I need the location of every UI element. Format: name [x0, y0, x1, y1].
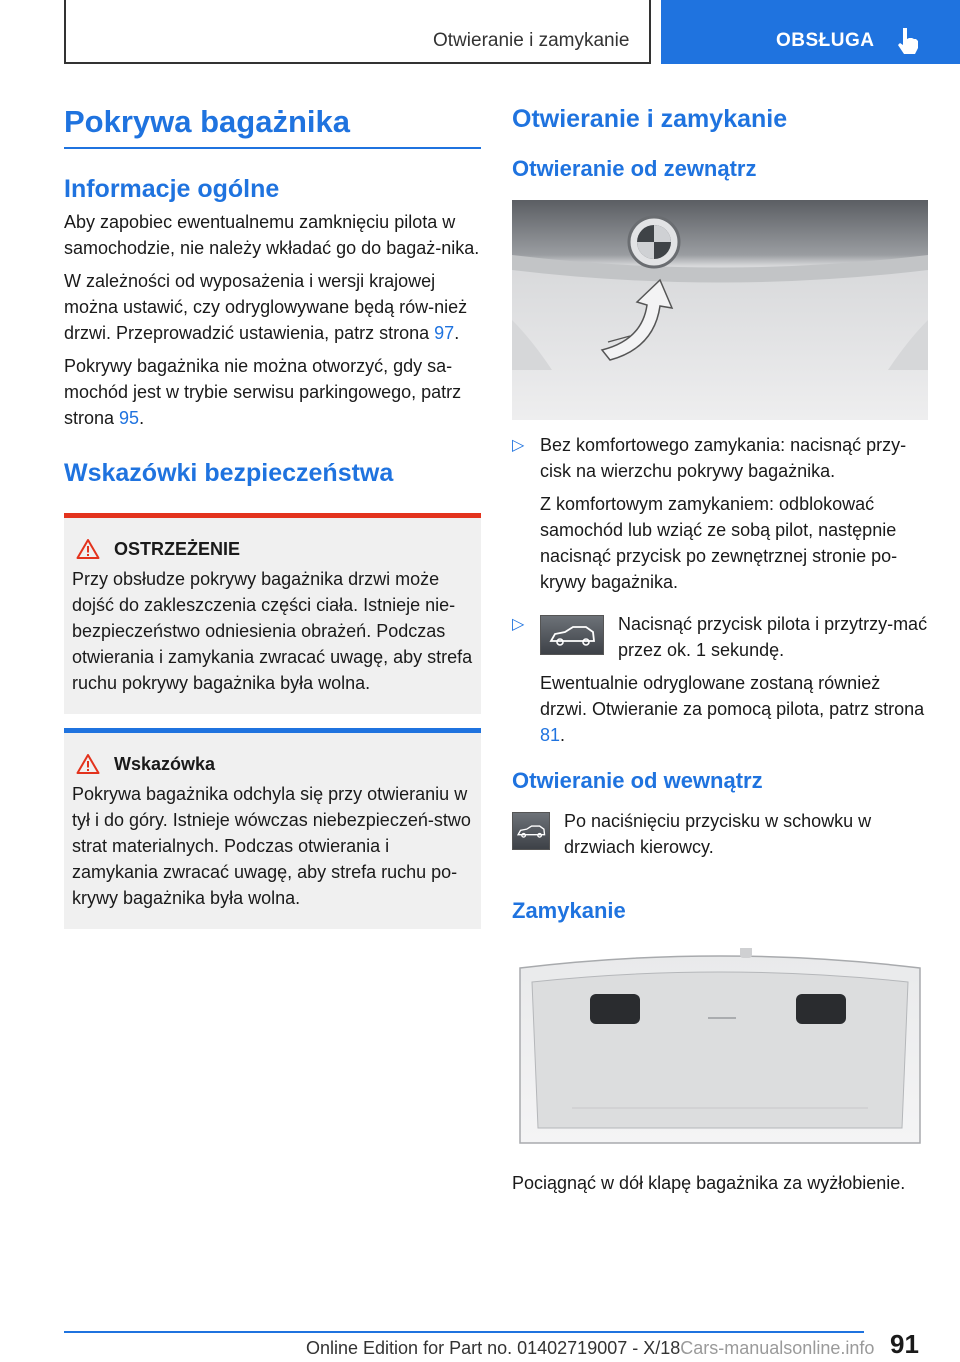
page-link-81[interactable]: 81: [540, 725, 561, 745]
bullet-marker: ▷: [512, 437, 525, 454]
inside-opening-text: Po naciśnięciu przycisku w schowku w drzwiach kierowcy.: [564, 811, 872, 857]
car-trunk-icon: [515, 822, 547, 840]
closing-caption: Pociągnąć w dół klapę bagażnika za wyżłobienie.: [512, 1173, 906, 1193]
general-paragraph-2: W zależności od wyposażenia i wersji krajowej można ustawić, czy odryglowywane będą rów-nież drzwi. Przeprowadzić ustawienia, patrz strona 97.: [64, 271, 468, 343]
trunk-lid-interior-photo: [512, 948, 928, 1158]
inside-opening-row: [512, 808, 928, 860]
left-column: [64, 100, 481, 929]
outside-bullet-1-text: Bez komfortowego zamykania: nacisnąć przy-cisk na wierzchu pokrywy bagażnika.: [540, 435, 907, 481]
warning-callout: [64, 513, 481, 714]
note-callout: [64, 728, 481, 929]
opening-closing-heading: Otwieranie i zamykanie: [512, 105, 788, 133]
general-paragraph-3: Pokrywy bagażnika nie można otworzyć, gdy sa-mochód jest w trybie serwisu parkingowego, patrz strona 95.: [64, 356, 462, 428]
outside-bullet-1: [512, 432, 928, 595]
note-header: [76, 751, 473, 777]
outside-bullet-2-text-2: Ewentualnie odryglowane zostaną również drzwi. Otwieranie za pomocą pilota, patrz strona 81.: [540, 673, 925, 745]
footer-rule: [64, 1331, 864, 1333]
page-link-97[interactable]: 97: [434, 323, 455, 343]
safety-heading: Wskazówki bezpieczeństwa: [64, 459, 394, 487]
trunk-button-photo: [512, 200, 928, 420]
bullet-marker-2: ▷: [512, 616, 525, 633]
outside-bullet-2-body: [540, 611, 928, 748]
caution-triangle-icon: [76, 753, 100, 775]
footer-edition: Online Edition for Part no. 01402719007 - X/18: [306, 1338, 681, 1358]
header-section-title: Otwieranie i zamykanie: [433, 30, 630, 51]
page-number: 91: [890, 1329, 919, 1359]
remote-trunk-button-icon: [540, 615, 604, 655]
warning-header: [76, 536, 473, 562]
warning-triangle-icon: [76, 538, 100, 560]
outside-bullet-1-text-2: Z komfortowym zamykaniem: odblokować samochód lub wziąć ze sobą pilot, następnie nacisnąć przycisk po zewnętrznej stronie po-krywy bagażnika.: [540, 494, 898, 592]
outside-bullet-1-body: [540, 432, 928, 595]
outside-bullet-2-text: Nacisnąć przycisk pilota i przytrzy-mać przez ok. 1 sekundę.: [618, 614, 928, 660]
note-text: Pokrywa bagażnika odchyla się przy otwieraniu w tył i do góry. Istnieje wówczas niebezpieczeń-stwo strat materialnych. Podczas otwierania i zamykania zwracać uwagę, aby strefa ruchu po-krywy bagażnika była wolna.: [72, 784, 471, 908]
inside-opening-heading: Otwieranie od wewnątrz: [512, 768, 763, 793]
closing-heading: Zamykanie: [512, 898, 626, 923]
remote-key-row: [540, 611, 928, 663]
page-title: Pokrywa bagażnika: [64, 100, 481, 149]
general-paragraph-2-text: W zależności od wyposażenia i wersji krajowej można ustawić, czy odryglowywane będą rów-nież drzwi. Przeprowadzić ustawienia, patrz strona: [64, 271, 468, 343]
car-trunk-open-icon: [546, 622, 598, 648]
general-paragraph-3-text: Pokrywy bagażnika nie można otworzyć, gdy sa-mochód jest w trybie serwisu parkingowego, patrz strona: [64, 356, 462, 428]
warning-title: OSTRZEŻENIE: [114, 539, 241, 559]
general-heading: Informacje ogólne: [64, 175, 280, 203]
warning-text: Przy obsłudze pokrywy bagażnika drzwi może dojść do zakleszczenia części ciała. Istnieje nie-bezpieczeństwo odniesienia obrażeń. Podczas otwierania i zamykania zwracać uwagę, aby strefa ruchu pokrywy bagażnika była wolna.: [72, 569, 473, 693]
footer: [306, 1338, 874, 1359]
right-column: [512, 100, 928, 1196]
header-tab-label: OBSŁUGA: [776, 30, 875, 51]
pointing-hand-icon: [894, 26, 922, 56]
page-link-95[interactable]: 95: [119, 408, 140, 428]
footer-watermark: Cars-manualsonline.info: [680, 1338, 875, 1358]
outside-bullet-2-text-2-body: Ewentualnie odryglowane zostaną również drzwi. Otwieranie za pomocą pilota, patrz strona: [540, 673, 925, 719]
outside-opening-heading: Otwieranie od zewnątrz: [512, 156, 757, 181]
note-title: Wskazówka: [114, 754, 216, 774]
general-paragraph-1: Aby zapobiec ewentualnemu zamknięciu pilota w samochodzie, nie należy wkładać go do bagaż-nika.: [64, 212, 480, 258]
outside-bullet-2: [512, 611, 928, 748]
interior-trunk-button-icon: [512, 812, 550, 850]
